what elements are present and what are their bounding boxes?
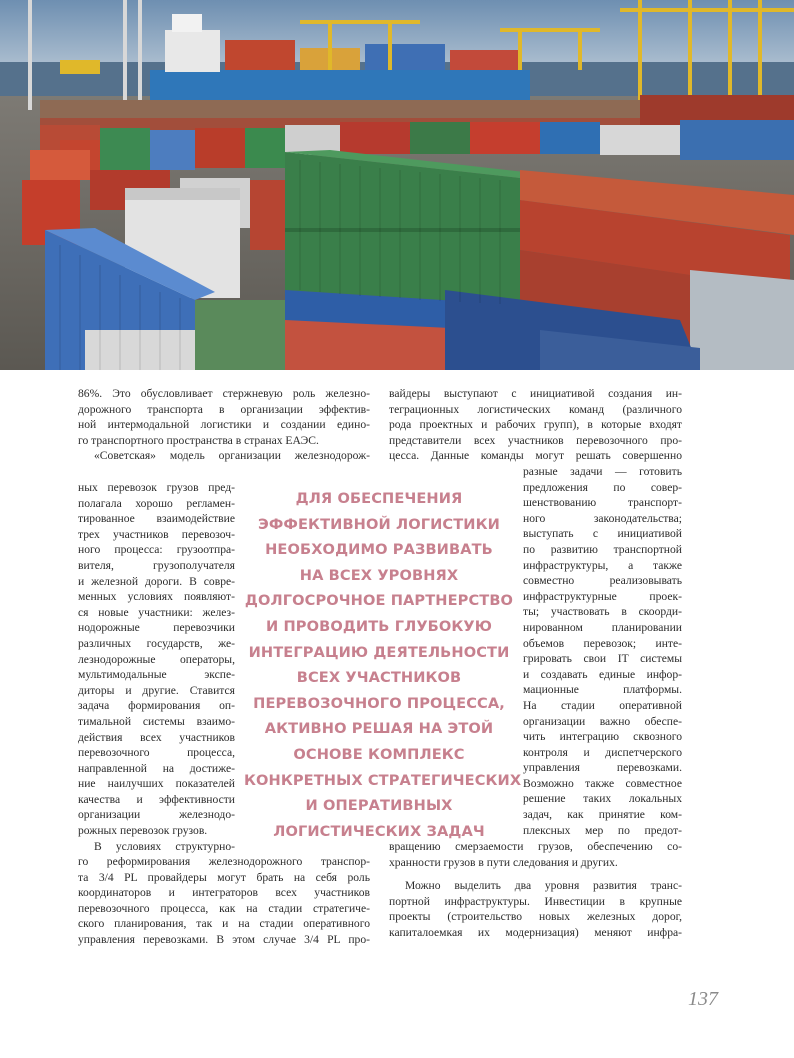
pull-quote-line: ОСНОВЕ КОМПЛЕКС [293,745,465,763]
text-line: выступать с инициативой [523,527,682,541]
text-line: предложения по совер- [523,480,682,494]
text-line: В условиях структурно- [94,839,235,853]
text-line: вращению смерзаемости грузов, обеспечению со- [389,840,682,853]
text-line: полагала хорошо регламен- [78,496,235,510]
text-line: управления перевозками. [523,761,682,775]
text-line: дорожного транспорта в организации эффектив- [78,402,370,416]
text-line: ного законодательства; [523,511,682,525]
container-terminal-photo [0,0,794,370]
text-line: го реформирования железнодорожного транспор- [78,855,370,868]
text-line: управления перевозками. В этом случае 3/4 PL про- [78,932,370,946]
text-line: трех участников перевозоч- [78,527,235,541]
pull-quote-line: ДЛЯ ОБЕСПЕЧЕНИЯ [295,490,463,507]
text-line: действия всех участников [78,730,235,744]
text-line: плексных мер по предот- [523,823,682,837]
left-column [78,386,370,464]
text-line: тимальной системы взаимо- [78,714,235,728]
text-line: та 3/4 PL провайдеры могут брать на себя роль [78,870,370,884]
text-line: ся новые участники: желез- [78,605,235,619]
text-line: ние наилучших показателей [78,777,235,791]
text-line: тированное взаимодействие [78,512,235,526]
text-line: перевозочного процесса, как на стадии стратегиче- [78,901,370,915]
text-line: 86%. Это обусловливает стержневую роль железно- [78,387,370,400]
text-line: совместно реализовывать [523,574,682,588]
text-line: нированном планировании [523,620,682,634]
text-line: ского планирования, так и на стадии оперативного [78,917,370,931]
left-paragraph-1 [78,386,370,448]
text-line: портной инфраструктуры. Инвестиции в крупные [389,894,682,908]
right-column-bottom [389,839,682,941]
text-line: инфраструктурные проек- [523,589,682,603]
text-line: направленной на достиже- [78,761,235,775]
text-line: вайдеры выступают с инициативой создания ин- [389,387,682,400]
text-line: ного процесса: грузоотпра- [78,543,235,557]
text-line: ных перевозок грузов пред- [78,481,235,494]
left-column-bottom [78,854,370,948]
text-line: организации важно обеспе- [523,714,682,728]
text-line: мационные платформы. [523,683,682,697]
text-line: го транспортного пространства в странах ЕАЭС. [78,433,319,447]
text-line: чить интеграцию сквозного [523,730,682,744]
text-line: цесса. Данные команды могут решать совершенно [389,449,682,463]
text-line: менных условиях появляют- [78,590,235,604]
text-line: задача формирования оп- [78,699,235,713]
text-line: На стадии оперативной [523,698,682,712]
text-line: диторы и другие. Ставится [78,683,235,697]
text-line: вителя, грузополучателя [78,558,235,572]
page-number: 137 [688,988,718,1010]
text-line: и железной дороги. В совре- [78,574,235,588]
text-line: Возможно также совместное [523,776,682,790]
text-line: теграционных логистических команд (различного [389,402,682,416]
text-line: представители всех участников перевозочного про- [389,433,682,447]
pull-quote-line: НА ВСЕХ УРОВНЯХ [299,566,459,584]
pull-quote-line: ИНТЕГРАЦИЮ ДЕЯТЕЛЬНОСТИ [248,643,510,661]
left-column-narrow [78,480,235,854]
text-line: задач, как принятие ком- [523,808,682,822]
pull-quote-line: ПЕРЕВОЗОЧНОГО ПРОЦЕССА, [253,694,505,712]
pull-quote-line: ДОЛГОСРОЧНОЕ ПАРТНЕРСТВО [244,592,514,610]
pull-quote-line: И ПРОВОДИТЬ ГЛУБОКУЮ [265,617,493,635]
text-line: проекты (строительство новых железных дорог, [389,910,682,924]
text-line: рода проектных и рабочих групп), в которые входят [389,418,682,432]
text-line: различных государств, же- [78,636,235,650]
pull-quote-line: И ОПЕРАТИВНЫХ [305,797,453,815]
pull-quote [244,486,522,844]
text-line: хранности грузов в пути следования и других. [389,855,618,869]
text-line: лезнодорожные операторы, [78,652,235,666]
text-line: качества и эффективности [78,792,235,806]
text-line: шенствованию транспорт- [523,496,682,510]
text-line: «Советская» модель организации железнодорож- [94,449,370,463]
text-line: контроля и диспетчерского [523,745,682,759]
pull-quote-line: ЭФФЕКТИВНОЙ ЛОГИСТИКИ [258,515,500,533]
pull-quote-line: НЕОБХОДИМО РАЗВИВАТЬ [265,541,493,559]
pull-quote-line: АКТИВНО РЕШАЯ НА ЭТОЙ [264,720,494,738]
text-line: разные задачи — готовить [523,465,682,478]
text-line: Можно выделить два уровня развития транс- [405,879,682,893]
text-line: грировать свои IT системы [523,652,682,666]
text-line: организации железнодо- [78,808,235,822]
text-line: ты; участвовать в скоорди- [523,605,682,619]
text-line: решение таких локальных [523,792,682,806]
text-line: объемов перевозок; инте- [523,636,682,650]
text-line: капиталоемкая их модернизация) меняют инфра- [389,925,682,939]
pull-quote-line: ЛОГИСТИЧЕСКИХ ЗАДАЧ [273,822,485,840]
text-line: и создавать единые инфор- [523,667,682,681]
text-line: мультимодальные экспе- [78,668,235,682]
right-column-top [389,386,682,464]
text-line: ной интермодальной логистики и создании едино- [78,418,370,432]
pull-quote-line: ВСЕХ УЧАСТНИКОВ [296,669,462,687]
text-line: рожных перевозок грузов. [78,824,208,838]
text-line: по развитию транспортной [523,542,682,556]
pull-quote-line: КОНКРЕТНЫХ СТРАТЕГИЧЕСКИХ [244,771,522,789]
text-line: координаторов и интеграторов всех участников [78,886,370,900]
left-paragraph-2 [78,448,370,464]
text-line: инфраструктуры, а также [523,558,682,572]
text-line: нодорожные перевозчики [78,621,235,635]
right-column-narrow [523,464,682,838]
text-line: перевозочного процесса, [78,746,235,760]
